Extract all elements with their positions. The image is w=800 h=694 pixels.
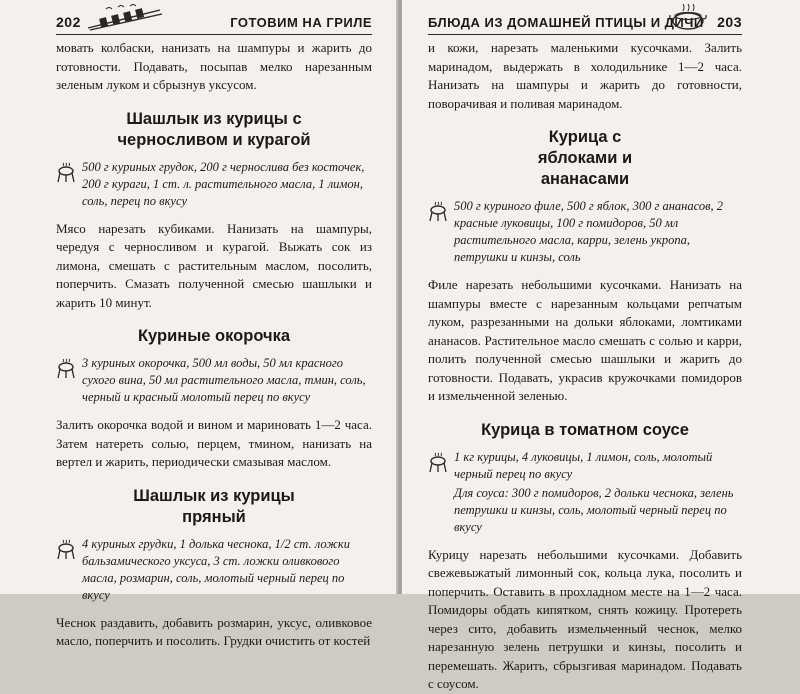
method-text: Чеснок раздавить, добавить розмарин, уксус, оливковое масло, поперчить и посолить. Грудки очистить от костей bbox=[56, 614, 372, 648]
ingredients-text: 4 куриных грудки, 1 долька чеснока, 1/2 ст. ложки бальзамического уксуса, 3 ст. ложки оливкового масла, розмарин, соль, молотый черный перец по вкусу bbox=[82, 536, 350, 602]
grill-icon bbox=[56, 540, 76, 560]
ingredients-block bbox=[56, 355, 372, 406]
pot-ornament-icon bbox=[668, 2, 708, 32]
header-title: БЛЮДА ИЗ ДОМАШНЕЙ ПТИЦЫ И ДИЧИ bbox=[428, 15, 704, 30]
recipe-title: Шашлык из курицы с черносливом и курагой bbox=[117, 109, 311, 149]
continued-text: мовать колбаски, нанизать на шампуры и жарить до готовности. Подавать, посыпав мелко нарезанным зеленым луком и сбрызнув уксусом. bbox=[56, 40, 372, 92]
recipe-title: Куриные окорочка bbox=[137, 327, 291, 345]
right-page-header bbox=[428, 0, 742, 35]
header-title: ГОТОВИМ НА ГРИЛЕ bbox=[230, 15, 372, 30]
method-text: Филе нарезать небольшими кусочками. Нанизать на шампуры вместе с нарезанным кольцами репчатым луком, разрезанными на дольки яблоками, ломтиками ананасов. Растительное масло смешать с солью и карри, полить полученной смесью шашлыки и жарить до готовности. Подавать, украсив кружочками помидоров и измельченной зеленью. bbox=[428, 277, 742, 403]
skewers-ornament-icon bbox=[86, 6, 164, 32]
ingredients-block bbox=[428, 198, 742, 266]
grill-icon bbox=[428, 202, 448, 222]
left-page-header bbox=[56, 0, 372, 35]
left-page-body bbox=[56, 39, 372, 651]
sauce-ingredients-text: Для соуса: 300 г помидоров, 2 дольки чеснока, зелень петрушки и кинзы, соль, молотый черный перец по вкусу bbox=[454, 485, 734, 534]
recipe-title: Курица с яблоками и ананасами bbox=[537, 128, 633, 188]
ingredients-block bbox=[56, 536, 372, 604]
ingredients-text: 1 кг курицы, 4 луковицы, 1 лимон, соль, молотый черный перец по вкусу bbox=[454, 449, 713, 481]
right-page bbox=[402, 0, 800, 691]
grill-icon bbox=[56, 359, 76, 379]
page-number: 203 bbox=[717, 14, 742, 30]
ingredients-text: 3 куриных окорочка, 500 мл воды, 50 мл красного сухого вина, 50 мл растительного масла, тмин, соль, черный и красный молотый перец по вкусу bbox=[82, 356, 366, 404]
continued-text: и кожи, нарезать маленькими кусочками. Залить маринадом, выдержать в холодильнике 1—2 часа. Нанизать на шампуры и жарить до готовности, поворачивая и поливая маринадом. bbox=[428, 40, 742, 111]
grill-icon bbox=[428, 453, 448, 473]
method-text: Мясо нарезать кубиками. Нанизать на шампуры, чередуя с черносливом и курагой. Выжать сок из лимона, смешать с растительным маслом, посолить, поперчить. Смазать полученной смесью шашлыки и жарить 10 минут. bbox=[56, 220, 372, 310]
page-number: 202 bbox=[56, 14, 81, 30]
grill-icon bbox=[56, 163, 76, 183]
ingredients-text: 500 г куриного филе, 500 г яблок, 300 г ананасов, 2 красные луковицы, 100 г помидоров, 50 мл растительного масла, карри, зелень укропа, петрушки и кинзы, соль bbox=[454, 199, 724, 264]
ingredients-block bbox=[56, 159, 372, 210]
right-page-body bbox=[428, 39, 742, 694]
method-text: Залить окорочка водой и вином и мариновать 1—2 часа. Затем натереть солью, перцем, тмином, нанизать на вертел и жарить, периодически смазывая маслом. bbox=[56, 417, 372, 469]
ingredients-text: 500 г куриных грудок, 200 г чернослива без косточек, 200 г кураги, 1 ст. л. растительного масла, 1 лимон, соль, перец по вкусу bbox=[82, 159, 365, 208]
method-text: Курицу нарезать небольшими кусочками. Добавить свежевыжатый лимонный сок, кольца лука, посолить и поперчить. Оставить в прохладном месте на 1—2 часа. Помидоры обдать кипятком, снять кожицу. Протереть через сито, добавить измельченный чеснок, мелко нарезанную зелень петрушки и кинзы, посолить и перемешать. Жарить, сбрызгивая маринадом. Подавать с соусом. bbox=[428, 546, 742, 691]
ingredients-block bbox=[428, 449, 742, 536]
left-page bbox=[0, 0, 398, 648]
recipe-title: Шашлык из курицы пряный bbox=[133, 486, 295, 526]
recipe-title: Курица в томатном соусе bbox=[481, 420, 689, 439]
